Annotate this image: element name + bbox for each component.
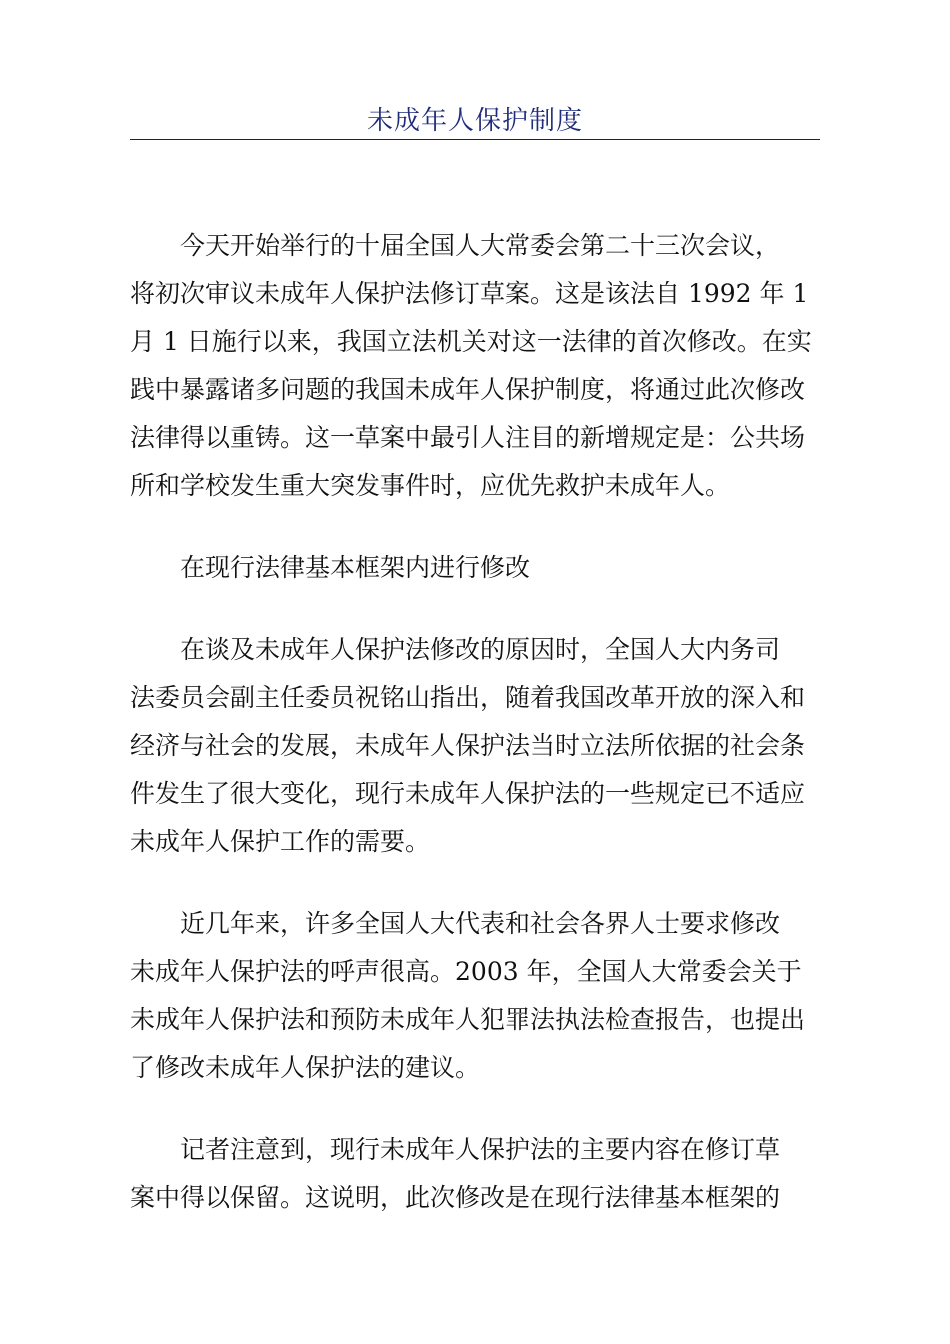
paragraph-reporter: 记者注意到，现行未成年人保护法的主要内容在修订草 案中得以保留。这说明，此次修改是在现行法律基本框架的: [130, 1135, 781, 1212]
section-heading: 在现行法律基本框架内进行修改: [180, 553, 531, 582]
document-body: [130, 222, 822, 1256]
document-title: 未成年人保护制度: [366, 106, 583, 136]
paragraph-intro: 今天开始举行的十届全国人大常委会第二十三次会议， 将初次审议未成年人保护法修订草案。这是该法自 1992 年 1 月 1 日施行以来，我国立法机关对这一法律的首次修改。在实 践中暴露诸多问题的我国未成年人保护制度，将通过此次修改 法律得以重铸。这一草案中最引人注目的新增规定是：公共场 所和学校发生重大突发事件时，应优先救护未成年人。: [130, 231, 812, 500]
paragraph-calls: 近几年来，许多全国人大代表和社会各界人士要求修改 未成年人保护法的呼声很高。2003 年，全国人大常委会关于 未成年人保护法和预防未成年人犯罪法执法检查报告，也提出 了修改未成年人保护法的建议。: [130, 909, 806, 1082]
title-underline: [130, 139, 820, 140]
paragraph-reason: 在谈及未成年人保护法修改的原因时，全国人大内务司 法委员会副主任委员祝铭山指出，随着我国改革开放的深入和 经济与社会的发展，未成年人保护法当时立法所依据的社会条 件发生了很大变化，现行未成年人保护法的一些规定已不适应 未成年人保护工作的需要。: [130, 635, 806, 856]
